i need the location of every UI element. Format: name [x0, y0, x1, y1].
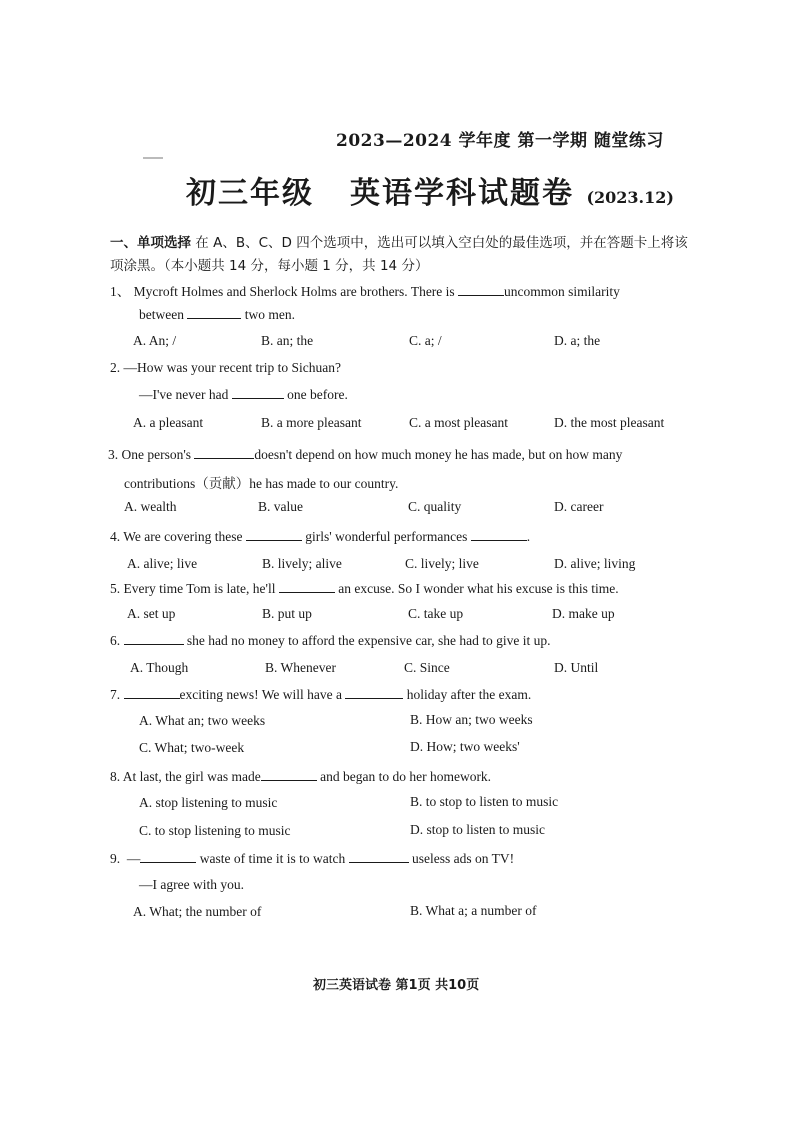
option-3a: A. wealth: [124, 499, 177, 514]
question-number: 9.: [110, 851, 121, 866]
answer-blank: [187, 306, 241, 319]
question-text: an excuse. So I wonder what his excuse is this time.: [338, 581, 619, 596]
question-number: 5.: [110, 581, 121, 596]
question-text: —How was your recent trip to Sichuan?: [123, 360, 341, 375]
question-9: [110, 850, 514, 867]
answer-blank: [279, 580, 335, 593]
option-1b: B. an; the: [261, 333, 314, 348]
answer-blank: [140, 850, 196, 863]
question-5: [110, 580, 619, 597]
question-number: 7.: [110, 687, 121, 702]
answer-blank: [194, 446, 254, 459]
answer-blank: [124, 686, 180, 699]
option-2a: A. a pleasant: [133, 415, 204, 430]
option-2c: C. a most pleasant: [409, 415, 508, 430]
option-4b: B. lively; alive: [262, 556, 342, 571]
option-1c: C. a; /: [409, 333, 442, 348]
option-1a: A. An; /: [133, 333, 177, 348]
answer-blank: [261, 768, 317, 781]
question-number: 1、: [110, 284, 131, 299]
question-text: We are covering these: [123, 529, 243, 544]
question-text: Mycroft Holmes and Sherlock Holms are brothers. There is: [133, 284, 455, 299]
question-number: 4.: [110, 529, 121, 544]
question-2-line-2: [139, 386, 348, 403]
question-text: uncommon similarity: [504, 284, 620, 299]
question-text: between: [139, 307, 184, 322]
answer-blank: [232, 386, 284, 399]
question-number: 2.: [110, 360, 121, 375]
option-4c: C. lively; live: [405, 556, 479, 571]
question-text: holiday after the exam.: [406, 687, 532, 702]
question-text: Every time Tom is late, he'll: [123, 581, 276, 596]
option-6a: A. Though: [130, 660, 189, 675]
question-text: waste of time it is to watch: [199, 851, 346, 866]
question-2: [110, 360, 341, 376]
option-9a: A. What; the number of: [133, 904, 262, 919]
option-8d: D. stop to listen to music: [410, 822, 545, 837]
option-4a: A. alive; live: [127, 556, 198, 571]
answer-blank: [246, 528, 302, 541]
option-7a: A. What an; two weeks: [139, 713, 266, 728]
question-text: One person's: [121, 447, 192, 462]
question-4: [110, 528, 530, 545]
question-text: At last, the girl was made: [122, 769, 261, 784]
question-7: [110, 686, 531, 703]
question-text: —I've never had: [139, 387, 229, 402]
option-5c: C. take up: [408, 606, 464, 621]
question-3-line-2: contributions（贡献）he has made to our country.: [124, 476, 399, 491]
option-8b: B. to stop to listen to music: [410, 794, 559, 809]
term-header: 2023—2024 学年度 第一学期 随堂练习: [336, 131, 664, 151]
title-subject: 英语学科试题卷: [350, 176, 574, 211]
option-8a: A. stop listening to music: [139, 795, 278, 810]
question-9-line-2: —I agree with you.: [139, 877, 244, 892]
option-1d: D. a; the: [554, 333, 601, 348]
option-5d: D. make up: [552, 606, 615, 621]
question-number: 8.: [110, 769, 121, 784]
answer-blank: [471, 528, 527, 541]
title-grade: 初三年级: [186, 176, 314, 211]
title-date: (2023.12): [586, 188, 674, 207]
option-3c: C. quality: [408, 499, 462, 514]
answer-blank: [458, 283, 504, 296]
option-9b: B. What a; a number of: [410, 903, 537, 918]
answer-blank: [349, 850, 409, 863]
section-instructions-text: 在 A、B、C、D 四个选项中，选出可以填入空白处的最佳选项，并在答题卡上将该项涂黑。（本小题共 14 分，每小题 1 分，共 14 分）: [110, 235, 688, 274]
section-heading: 一、单项选择: [110, 235, 191, 251]
option-5b: B. put up: [262, 606, 312, 621]
option-6b: B. Whenever: [265, 660, 336, 675]
question-1: [110, 280, 620, 300]
option-5a: A. set up: [127, 606, 176, 621]
option-4d: D. alive; living: [554, 556, 636, 571]
question-1-line-2: [139, 306, 295, 323]
answer-blank: [345, 686, 403, 699]
question-number: 3.: [108, 447, 119, 462]
question-text: one before.: [287, 387, 348, 402]
page-footer: 初三英语试卷 第1页 共10页: [313, 978, 480, 993]
option-2d: D. the most pleasant: [554, 415, 665, 430]
option-7b: B. How an; two weeks: [410, 712, 533, 727]
option-7d: D. How; two weeks': [410, 739, 520, 754]
option-6c: C. Since: [404, 660, 450, 675]
question-text: useless ads on TV!: [411, 851, 515, 866]
section-instructions: [110, 232, 690, 278]
option-8c: C. to stop listening to music: [139, 823, 291, 838]
question-text: and began to do her homework.: [320, 769, 492, 784]
question-text: girls' wonderful performances: [305, 529, 468, 544]
question-number: 6.: [110, 633, 121, 648]
question-text: —: [126, 851, 141, 866]
option-2b: B. a more pleasant: [261, 415, 362, 430]
scan-speck: [143, 157, 163, 159]
option-3d: D. career: [554, 499, 604, 514]
option-7c: C. What; two-week: [139, 740, 245, 755]
page-title: [186, 168, 674, 212]
question-text: exciting news! We will have a: [179, 687, 342, 702]
option-3b: B. value: [258, 499, 303, 514]
option-6d: D. Until: [554, 660, 599, 675]
question-3: [108, 446, 622, 463]
answer-blank: [124, 632, 184, 645]
question-text: .: [526, 529, 531, 544]
question-text: doesn't depend on how much money he has made, but on how many: [254, 447, 623, 462]
question-text: two men.: [244, 307, 295, 322]
question-8: [110, 768, 491, 785]
question-text: she had no money to afford the expensive car, she had to give it up.: [186, 633, 551, 648]
question-6: [110, 632, 551, 649]
